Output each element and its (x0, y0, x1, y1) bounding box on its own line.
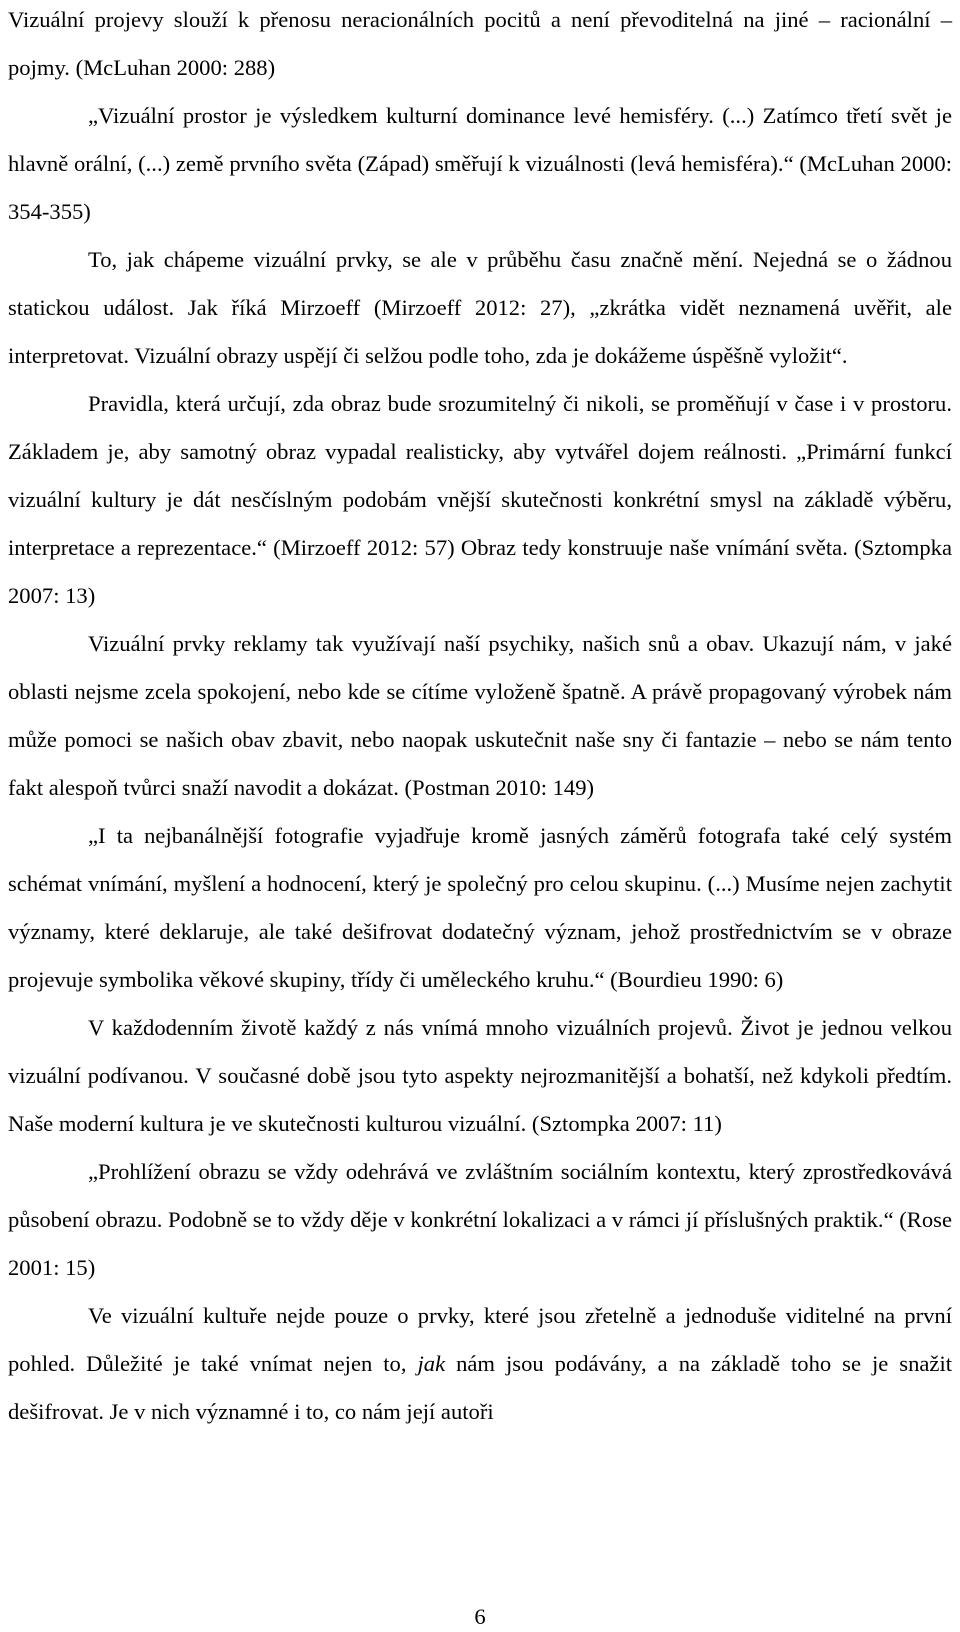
paragraph-9-end: nám jsou podávány, a na základě toho se je snažit dešifrovat. Je v nich významné i to, co nám její autoři (8, 1351, 952, 1424)
paragraph-1: Vizuální projevy slouží k přenosu neracionálních pocitů a není převoditelná na jiné – racionální – pojmy. (McLuhan 2000: 288) (8, 7, 952, 80)
paragraph-9-start: Ve vizuální kultuře nejde pouze o prvky, které jsou zřetelně a jednoduše viditelné na první pohled. Důležité je také vnímat nejen to, (8, 1303, 952, 1376)
emphasis-jak: jak (417, 1351, 446, 1376)
paragraph-9 (8, 1292, 952, 1436)
paragraph-6: „I ta nejbanálnější fotografie vyjadřuje kromě jasných záměrů fotografa také celý systém schémat vnímání, myšlení a hodnocení, který je společný pro celou skupinu. (...) Musíme nejen zachytit významy, které deklaruje, ale také dešifrovat dodatečný význam, jehož prostřednictvím se v obraze projevuje symbolika věkové skupiny, třídy či uměleckého kruhu.“ (Bourdieu 1990: 6) (8, 823, 952, 992)
paragraph-5: Vizuální prvky reklamy tak využívají naší psychiky, našich snů a obav. Ukazují nám, v jaké oblasti nejsme zcela spokojení, nebo kde se cítíme vyloženě špatně. A právě propagovaný výrobek nám může pomoci se našich obav zbavit, nebo naopak uskutečnit naše sny či fantazie – nebo se nám tento fakt alespoň tvůrci snaží navodit a dokázat. (Postman 2010: 149) (8, 631, 952, 800)
page-number: 6 (474, 1604, 486, 1629)
body-text (8, 0, 952, 1436)
paragraph-3: To, jak chápeme vizuální prvky, se ale v průběhu času značně mění. Nejedná se o žádnou statickou událost. Jak říká Mirzoeff (Mirzoeff 2012: 27), „zkrátka vidět neznamená uvěřit, ale interpretovat. Vizuální obrazy uspějí či selžou podle toho, zda je dokážeme úspěšně vyložit“. (8, 247, 952, 368)
paragraph-2: „Vizuální prostor je výsledkem kulturní dominance levé hemisféry. (...) Zatímco třetí svět je hlavně orální, (...) země prvního světa (Západ) směřují k vizuálnosti (levá hemisféra).“ (McLuhan 2000: 354-355) (8, 103, 952, 224)
paragraph-8: „Prohlížení obrazu se vždy odehrává ve zvláštním sociálním kontextu, který zprostředkovává působení obrazu. Podobně se to vždy děje v konkrétní lokalizaci a v rámci jí příslušných praktik.“ (Rose 2001: 15) (8, 1159, 952, 1280)
paragraph-7: V každodenním životě každý z nás vnímá mnoho vizuálních projevů. Život je jednou velkou vizuální podívanou. V současné době jsou tyto aspekty nejrozmanitější a bohatší, než kdykoli předtím. Naše moderní kultura je ve skutečnosti kulturou vizuální. (Sztompka 2007: 11) (8, 1015, 952, 1136)
paragraph-4: Pravidla, která určují, zda obraz bude srozumitelný či nikoli, se proměňují v čase i v prostoru. Základem je, aby samotný obraz vypadal realisticky, aby vytvářel dojem reálnosti. „Primární funkcí vizuální kultury je dát nesčíslným podobám vnější skutečnosti konkrétní smysl na základě výběru, interpretace a reprezentace.“ (Mirzoeff 2012: 57) Obraz tedy konstruuje naše vnímání světa. (Sztompka 2007: 13) (8, 391, 952, 608)
